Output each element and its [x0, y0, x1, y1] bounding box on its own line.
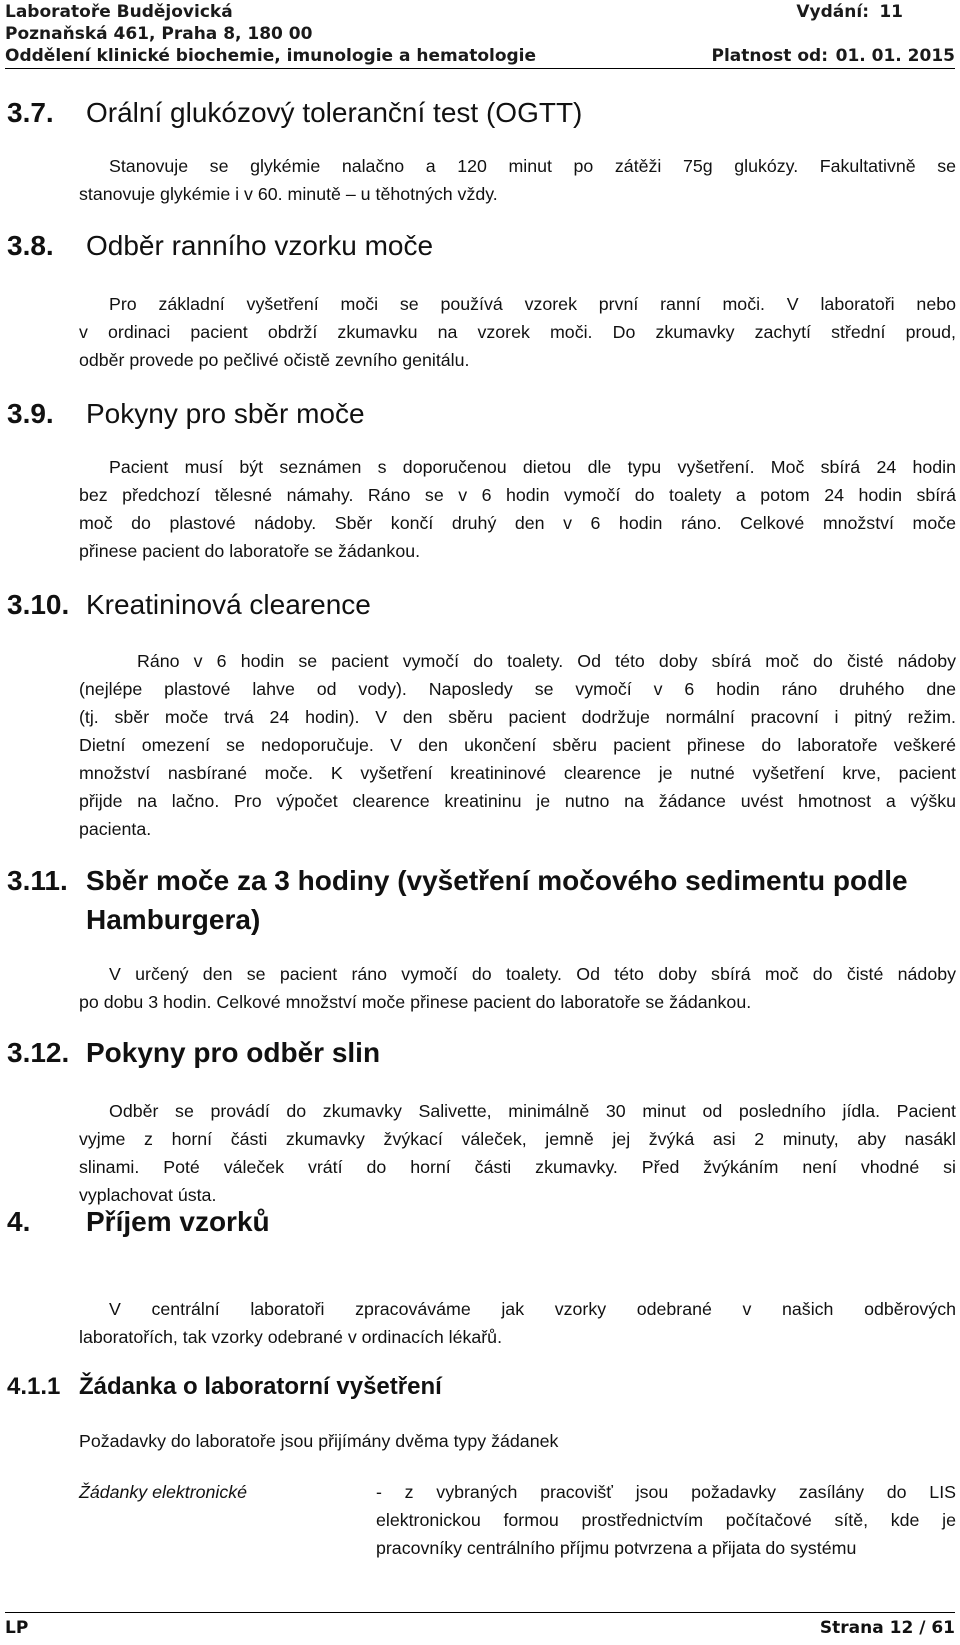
- paragraph-line: (nejlépe plastové lahve od vody). Naposledy se vymočí v 6 hodin ráno druhého dne: [79, 679, 956, 699]
- heading-3-9: [7, 397, 365, 431]
- heading-title: Odběr ranního vzorku moče: [86, 230, 434, 261]
- footer-left: LP: [5, 1618, 29, 1638]
- heading-3-12: [7, 1036, 381, 1070]
- heading-title: Žádanka o laboratorní vyšetření: [79, 1373, 442, 1400]
- heading-title: Pokyny pro odběr slin: [86, 1037, 381, 1068]
- header-validity-value: 01. 01. 2015: [835, 46, 955, 66]
- header-edition-value: 11: [879, 2, 903, 22]
- paragraph-3-11: [79, 960, 956, 1016]
- page-number: Strana 12 / 61: [819, 1618, 955, 1638]
- paragraph-line: laboratořích, tak vzorky odebrané v ordinacích lékařů.: [79, 1327, 503, 1347]
- request-type-description: [376, 1478, 956, 1562]
- page-header: [5, 0, 955, 69]
- paragraph-4: [79, 1295, 956, 1351]
- paragraph-line: vyplachovat ústa.: [79, 1185, 217, 1205]
- paragraph-line: bez předchozí tělesné námahy. Ráno se v 6 hodin vymočí do toalety a potom 24 hodin sbírá: [79, 485, 956, 505]
- heading-title: Sběr moče za 3 hodiny (vyšetření močového sedimentu podle: [86, 865, 908, 896]
- paragraph-line: Ráno v 6 hodin se pacient vymočí do toalety. Od této doby sbírá moč do čisté nádoby: [137, 651, 956, 671]
- paragraph-line: odběr provede po pečlivé očistě zevního genitálu.: [79, 350, 470, 370]
- heading-number: 3.12.: [7, 1037, 70, 1068]
- paragraph-3-8: [79, 290, 956, 374]
- paragraph-4-1-1-intro: [79, 1427, 956, 1455]
- paragraph-line: množství nasbírané moče. K vyšetření kreatininové clearence je nutné vyšetření krve, pacient: [79, 763, 956, 783]
- header-address: Poznaňská 461, Praha 8, 180 00: [5, 24, 313, 44]
- description-line: pracovníky centrálního příjmu potvrzena a přijata do systému: [376, 1538, 857, 1558]
- paragraph-line: Požadavky do laboratoře jsou přijímány dvěma typy žádanek: [79, 1431, 559, 1451]
- paragraph-line: Pro základní vyšetření moči se používá vzorek první ranní moči. V laboratoři nebo: [109, 294, 956, 314]
- heading-3-11: [7, 864, 908, 898]
- description-line: - z vybraných pracovišť jsou požadavky zasílány do LIS: [376, 1482, 956, 1502]
- heading-title: Orální glukózový toleranční test (OGTT): [86, 97, 583, 128]
- paragraph-line: moč do plastové nádoby. Sběr končí druhý den v 6 hodin ráno. Celkové množství moče: [79, 513, 956, 533]
- description-line: elektronickou formou prostřednictvím počítačové sítě, kde je: [376, 1510, 956, 1530]
- paragraph-3-10: [79, 647, 956, 843]
- heading-4-1-1: [7, 1372, 442, 1402]
- paragraph-3-7: [79, 152, 956, 208]
- header-department: Oddělení klinické biochemie, imunologie a hematologie: [5, 46, 537, 66]
- header-edition-label: Vydání:: [796, 2, 869, 22]
- paragraph-3-12: [79, 1097, 956, 1209]
- heading-number: 3.7.: [7, 97, 54, 128]
- heading-number: 3.10.: [7, 589, 70, 620]
- paragraph-line: Pacient musí být seznámen s doporučenou dietou dle typu vyšetření. Moč sbírá 24 hodin: [109, 457, 956, 477]
- paragraph-line: přijde na lačno. Pro výpočet clearence kreatininu je nutno na žádance uvést hmotnost a výšku: [79, 791, 956, 811]
- paragraph-line: slinami. Poté váleček vrátí do horní části zkumavky. Před žvýkáním není vhodné si: [79, 1157, 956, 1177]
- request-type-label: Žádanky elektronické: [79, 1482, 248, 1502]
- header-validity-label: Platnost od:: [711, 46, 828, 66]
- paragraph-line: Dietní omezení se nedoporučuje. V den ukončení sběru pacient přinese do laboratoře veškeré: [79, 735, 956, 755]
- heading-number: 4.1.1: [7, 1373, 61, 1400]
- heading-3-10: [7, 588, 371, 622]
- heading-3-8: [7, 229, 434, 263]
- paragraph-line: Odběr se provádí do zkumavky Salivette, minimálně 30 minut od posledního jídla. Pacient: [109, 1101, 956, 1121]
- heading-4: [7, 1205, 270, 1239]
- heading-number: 3.8.: [7, 230, 54, 261]
- page-footer: [5, 1612, 955, 1645]
- heading-number: 4.: [7, 1206, 31, 1237]
- paragraph-line: V centrální laboratoři zpracováváme jak vzorky odebrané v našich odběrových: [109, 1299, 956, 1319]
- heading-title: Kreatininová clearence: [86, 589, 371, 620]
- paragraph-line: po dobu 3 hodin. Celkové množství moče přinese pacient do laboratoře se žádankou.: [79, 992, 752, 1012]
- paragraph-line: přinese pacient do laboratoře se žádankou.: [79, 541, 421, 561]
- paragraph-line: (tj. sběr moče trvá 24 hodin). V den sběru pacient dodržuje normální pracovní i pitný režim.: [79, 707, 956, 727]
- heading-title: Pokyny pro sběr moče: [86, 398, 365, 429]
- paragraph-line: pacienta.: [79, 819, 152, 839]
- heading-number: 3.11.: [7, 865, 68, 896]
- paragraph-3-9: [79, 453, 956, 565]
- paragraph-line: V určený den se pacient ráno vymočí do toalety. Od této doby sbírá moč do čisté nádoby: [109, 964, 956, 984]
- heading-3-7: [7, 96, 583, 130]
- header-org: Laboratoře Budějovická: [5, 2, 233, 22]
- heading-title-cont: Hamburgera): [86, 904, 261, 935]
- paragraph-line: v ordinaci pacient obdrží zkumavku na vzorek moči. Do zkumavky zachytí střední proud,: [79, 322, 956, 342]
- paragraph-line: Stanovuje se glykémie nalačno a 120 minut po zátěži 75g glukózy. Fakultativně se: [109, 156, 956, 176]
- heading-number: 3.9.: [7, 398, 54, 429]
- heading-title: Příjem vzorků: [86, 1206, 270, 1237]
- paragraph-line: stanovuje glykémie i v 60. minutě – u těhotných vždy.: [79, 184, 498, 204]
- paragraph-line: vyjme z horní části zkumavky žvýkací váleček, jemně jej žvýká asi 2 minuty, aby nasákl: [79, 1129, 956, 1149]
